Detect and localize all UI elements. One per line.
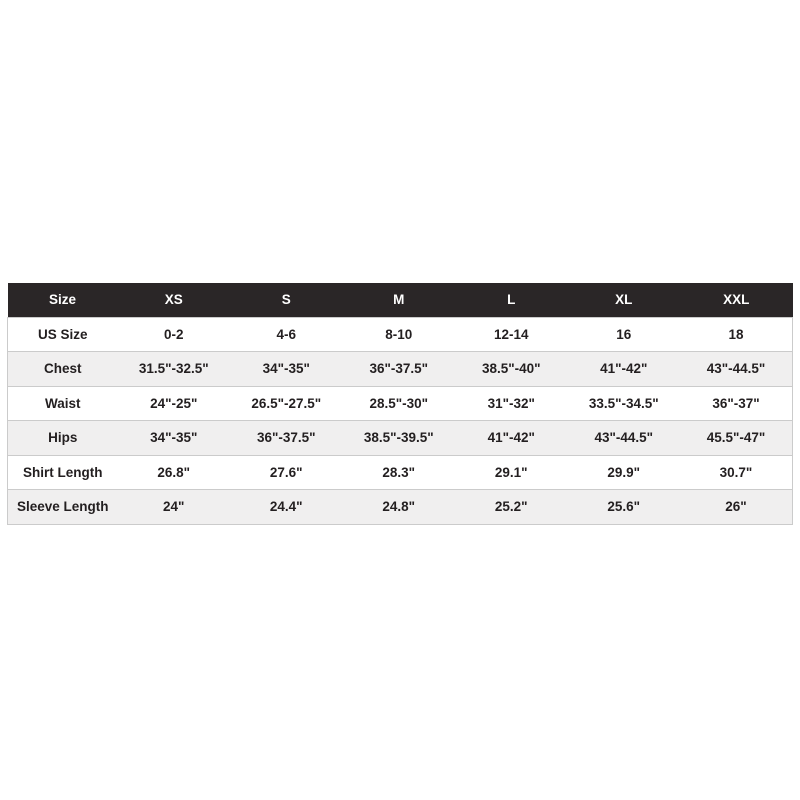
cell-waist-l: 31"-32": [455, 386, 568, 421]
header-cell-size: Size: [8, 283, 118, 317]
cell-shirt-length-xs: 26.8": [118, 455, 231, 490]
cell-hips-s: 36"-37.5": [230, 421, 343, 456]
cell-us-size-s: 4-6: [230, 317, 343, 352]
cell-hips-m: 38.5"-39.5": [343, 421, 456, 456]
header-cell-l: L: [455, 283, 568, 317]
table-row-us-size: [8, 317, 793, 352]
cell-us-size-l: 12-14: [455, 317, 568, 352]
row-label-sleeve-length: Sleeve Length: [8, 490, 118, 525]
cell-chest-l: 38.5"-40": [455, 352, 568, 387]
row-label-hips: Hips: [8, 421, 118, 456]
cell-sleeve-length-l: 25.2": [455, 490, 568, 525]
cell-shirt-length-xxl: 30.7": [680, 455, 793, 490]
cell-hips-l: 41"-42": [455, 421, 568, 456]
size-chart-container: [7, 283, 792, 525]
header-cell-xxl: XXL: [680, 283, 793, 317]
cell-sleeve-length-xs: 24": [118, 490, 231, 525]
cell-hips-xl: 43"-44.5": [568, 421, 681, 456]
cell-sleeve-length-xxl: 26": [680, 490, 793, 525]
table-row-sleeve-length: [8, 490, 793, 525]
header-cell-s: S: [230, 283, 343, 317]
cell-shirt-length-xl: 29.9": [568, 455, 681, 490]
cell-chest-m: 36"-37.5": [343, 352, 456, 387]
cell-us-size-xl: 16: [568, 317, 681, 352]
cell-hips-xxl: 45.5"-47": [680, 421, 793, 456]
table-row-hips: [8, 421, 793, 456]
table-header-row: [8, 283, 793, 317]
cell-shirt-length-m: 28.3": [343, 455, 456, 490]
cell-sleeve-length-s: 24.4": [230, 490, 343, 525]
row-label-us-size: US Size: [8, 317, 118, 352]
cell-us-size-m: 8-10: [343, 317, 456, 352]
cell-shirt-length-s: 27.6": [230, 455, 343, 490]
cell-waist-m: 28.5"-30": [343, 386, 456, 421]
cell-waist-xxl: 36"-37": [680, 386, 793, 421]
header-cell-xs: XS: [118, 283, 231, 317]
cell-chest-s: 34"-35": [230, 352, 343, 387]
table-row-waist: [8, 386, 793, 421]
row-label-shirt-length: Shirt Length: [8, 455, 118, 490]
cell-chest-xxl: 43"-44.5": [680, 352, 793, 387]
cell-shirt-length-l: 29.1": [455, 455, 568, 490]
table-row-shirt-length: [8, 455, 793, 490]
cell-us-size-xxl: 18: [680, 317, 793, 352]
cell-sleeve-length-m: 24.8": [343, 490, 456, 525]
cell-waist-s: 26.5"-27.5": [230, 386, 343, 421]
cell-waist-xl: 33.5"-34.5": [568, 386, 681, 421]
cell-chest-xs: 31.5"-32.5": [118, 352, 231, 387]
cell-us-size-xs: 0-2: [118, 317, 231, 352]
cell-hips-xs: 34"-35": [118, 421, 231, 456]
table-row-chest: [8, 352, 793, 387]
row-label-waist: Waist: [8, 386, 118, 421]
header-cell-xl: XL: [568, 283, 681, 317]
header-cell-m: M: [343, 283, 456, 317]
row-label-chest: Chest: [8, 352, 118, 387]
size-chart-table: [7, 283, 793, 525]
cell-waist-xs: 24"-25": [118, 386, 231, 421]
cell-sleeve-length-xl: 25.6": [568, 490, 681, 525]
cell-chest-xl: 41"-42": [568, 352, 681, 387]
